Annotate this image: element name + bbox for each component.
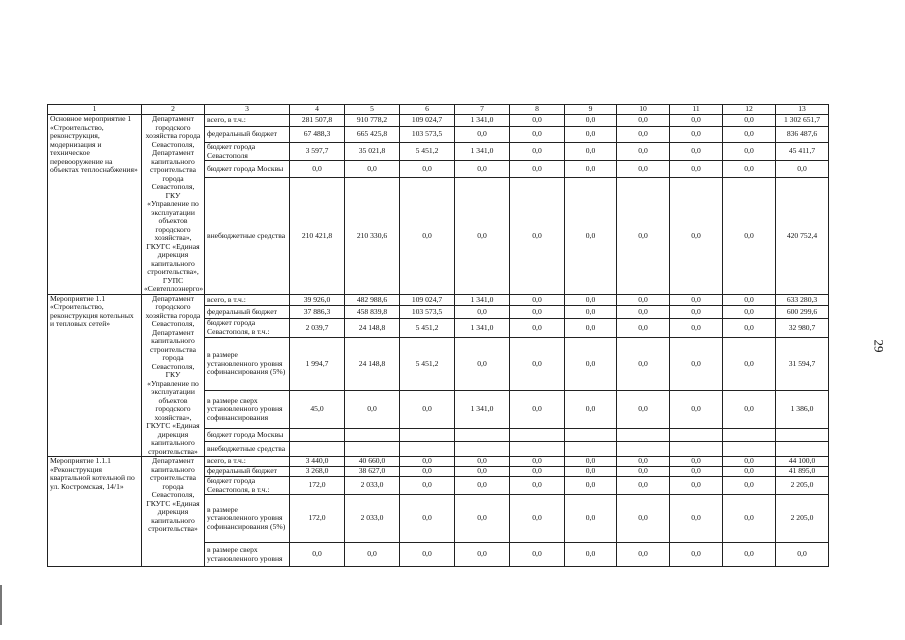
header-cell: 4 [290,105,345,115]
activity-name-cell: Мероприятие 1.1 «Строительство, реконструкция котельных и тепловых сетей» [48,294,142,457]
amount-cell: 0,0 [510,178,565,294]
header-cell: 1 [48,105,142,115]
amount-cell: 1 302 651,7 [776,115,829,127]
header-cell: 10 [617,105,670,115]
amount-cell: 0,0 [670,318,723,337]
header-cell: 9 [565,105,617,115]
funding-source-cell: федеральный бюджет [205,467,290,477]
amount-cell: 1 341,0 [455,391,510,429]
amount-cell: 40 660,0 [345,457,400,467]
amount-cell: 910 778,2 [345,115,400,127]
amount-cell: 0,0 [455,161,510,178]
amount-cell: 0,0 [617,143,670,161]
header-cell: 11 [670,105,723,115]
amount-cell [776,442,829,457]
header-cell: 5 [345,105,400,115]
funding-source-cell: внебюджетные средства [205,178,290,294]
amount-cell: 0,0 [455,495,510,543]
amount-cell [455,429,510,442]
amount-cell: 0,0 [670,457,723,467]
amount-cell: 458 839,8 [345,306,400,319]
amount-cell: 665 425,8 [345,127,400,143]
amount-cell: 24 148,8 [345,338,400,391]
amount-cell: 0,0 [565,161,617,178]
amount-cell: 210 330,6 [345,178,400,294]
funding-source-cell: в размере сверх установленного уровня [205,543,290,567]
amount-cell [400,429,455,442]
amount-cell: 0,0 [670,467,723,477]
amount-cell: 420 752,4 [776,178,829,294]
amount-cell: 0,0 [565,143,617,161]
amount-cell: 633 280,3 [776,294,829,306]
amount-cell: 0,0 [723,161,776,178]
amount-cell: 0,0 [510,457,565,467]
table-row [48,457,829,467]
amount-cell: 0,0 [510,495,565,543]
amount-cell: 67 488,3 [290,127,345,143]
amount-cell: 5 451,2 [400,338,455,391]
amount-cell: 0,0 [565,294,617,306]
amount-cell: 0,0 [400,543,455,567]
amount-cell: 0,0 [400,161,455,178]
amount-cell [290,442,345,457]
amount-cell: 0,0 [617,391,670,429]
amount-cell: 3 268,0 [290,467,345,477]
table-row [48,294,829,306]
amount-cell: 0,0 [510,143,565,161]
funding-source-cell: всего, в т.ч.: [205,457,290,467]
amount-cell: 0,0 [670,306,723,319]
amount-cell: 24 148,8 [345,318,400,337]
amount-cell [510,442,565,457]
amount-cell: 0,0 [670,127,723,143]
amount-cell: 0,0 [670,178,723,294]
amount-cell: 2 205,0 [776,495,829,543]
funding-source-cell: бюджет города Москвы [205,429,290,442]
amount-cell: 0,0 [510,543,565,567]
amount-cell: 0,0 [723,306,776,319]
amount-cell: 482 988,6 [345,294,400,306]
amount-cell: 31 594,7 [776,338,829,391]
amount-cell: 172,0 [290,495,345,543]
amount-cell: 0,0 [565,457,617,467]
amount-cell: 109 024,7 [400,294,455,306]
amount-cell [345,429,400,442]
amount-cell: 0,0 [670,115,723,127]
header-cell: 8 [510,105,565,115]
amount-cell [670,442,723,457]
funding-source-cell: бюджет города Севастополя, в т.ч.: [205,318,290,337]
amount-cell: 0,0 [723,495,776,543]
amount-cell: 0,0 [400,467,455,477]
amount-cell: 0,0 [617,495,670,543]
activity-name-cell: Мероприятие 1.1.1 «Реконструкция квартальной котельной по ул. Костромская, 14/1» [48,457,142,567]
amount-cell [290,429,345,442]
activity-name-cell: Основное мероприятие 1 «Строительство, реконструкция, модернизация и техническое перевооружение на объектах теплоснабжения» [48,115,142,295]
amount-cell: 37 886,3 [290,306,345,319]
amount-cell: 0,0 [565,338,617,391]
amount-cell [723,442,776,457]
amount-cell: 1 341,0 [455,143,510,161]
amount-cell [345,442,400,457]
header-cell: 7 [455,105,510,115]
amount-cell: 0,0 [723,467,776,477]
amount-cell: 0,0 [565,318,617,337]
amount-cell: 0,0 [723,115,776,127]
amount-cell: 0,0 [723,127,776,143]
amount-cell: 0,0 [565,477,617,495]
amount-cell: 1 341,0 [455,115,510,127]
table-body [48,105,829,567]
amount-cell: 0,0 [510,338,565,391]
amount-cell: 2 033,0 [345,477,400,495]
amount-cell: 1 386,0 [776,391,829,429]
amount-cell: 0,0 [565,391,617,429]
amount-cell: 1 341,0 [455,318,510,337]
amount-cell: 103 573,5 [400,306,455,319]
amount-cell: 0,0 [400,457,455,467]
amount-cell: 0,0 [617,467,670,477]
amount-cell: 0,0 [670,338,723,391]
amount-cell: 45 411,7 [776,143,829,161]
amount-cell: 0,0 [400,495,455,543]
amount-cell: 0,0 [510,318,565,337]
amount-cell: 0,0 [565,467,617,477]
amount-cell: 32 980,7 [776,318,829,337]
amount-cell: 0,0 [776,543,829,567]
amount-cell: 0,0 [776,161,829,178]
amount-cell: 0,0 [670,391,723,429]
amount-cell: 836 487,6 [776,127,829,143]
amount-cell: 0,0 [723,318,776,337]
amount-cell: 0,0 [670,477,723,495]
amount-cell: 0,0 [510,391,565,429]
amount-cell [617,429,670,442]
amount-cell: 0,0 [565,115,617,127]
amount-cell: 0,0 [617,178,670,294]
amount-cell: 281 507,8 [290,115,345,127]
amount-cell: 0,0 [510,306,565,319]
amount-cell: 0,0 [723,391,776,429]
page-number: 29 [871,339,887,353]
amount-cell: 0,0 [510,477,565,495]
amount-cell: 0,0 [455,127,510,143]
amount-cell: 44 100,0 [776,457,829,467]
amount-cell [723,429,776,442]
amount-cell: 0,0 [617,127,670,143]
amount-cell: 0,0 [345,391,400,429]
amount-cell: 0,0 [345,161,400,178]
amount-cell: 0,0 [290,161,345,178]
amount-cell: 5 451,2 [400,143,455,161]
amount-cell: 0,0 [345,543,400,567]
funding-source-cell: бюджет города Москвы [205,161,290,178]
funding-source-cell: всего, в т.ч.: [205,115,290,127]
amount-cell: 0,0 [455,477,510,495]
amount-cell: 0,0 [565,127,617,143]
amount-cell [776,429,829,442]
amount-cell: 0,0 [670,294,723,306]
amount-cell: 0,0 [723,543,776,567]
amount-cell: 0,0 [723,338,776,391]
executor-cell: Департамент городского хозяйства города Севастополя, Департамент капитального строительства города Севастополя, ГКУ «Управление по эксплуатации объектов городского хозяйства», ГКУГС «Единая дирекция капитального строительства» [142,294,205,457]
amount-cell: 0,0 [670,495,723,543]
amount-cell [565,429,617,442]
amount-cell: 0,0 [565,495,617,543]
amount-cell: 0,0 [510,161,565,178]
amount-cell: 2 033,0 [345,495,400,543]
amount-cell: 0,0 [455,306,510,319]
amount-cell: 41 895,0 [776,467,829,477]
amount-cell: 0,0 [617,318,670,337]
header-cell: 6 [400,105,455,115]
table-row [48,115,829,127]
amount-cell: 0,0 [723,477,776,495]
funding-source-cell: федеральный бюджет [205,306,290,319]
amount-cell: 0,0 [617,457,670,467]
amount-cell: 0,0 [510,467,565,477]
amount-cell: 0,0 [400,477,455,495]
amount-cell: 0,0 [670,143,723,161]
amount-cell [510,429,565,442]
amount-cell: 0,0 [670,161,723,178]
amount-cell: 0,0 [617,161,670,178]
amount-cell: 0,0 [510,115,565,127]
amount-cell: 0,0 [455,338,510,391]
amount-cell: 0,0 [455,457,510,467]
funding-source-cell: бюджет города Севастополя, в т.ч.: [205,477,290,495]
amount-cell: 2 205,0 [776,477,829,495]
amount-cell: 0,0 [617,477,670,495]
executor-cell: Департамент городского хозяйства города Севастополя, Департамент капитального строительства города Севастополя, ГКУ «Управление по эксплуатации объектов городского хозяйства», ГКУГС «Единая дирекция капитального строительства», ГУПС «Севтеплоэнерго» [142,115,205,295]
scan-edge-mark [0,585,2,625]
amount-cell: 0,0 [617,338,670,391]
amount-cell: 109 024,7 [400,115,455,127]
amount-cell [617,442,670,457]
amount-cell: 0,0 [617,115,670,127]
amount-cell: 103 573,5 [400,127,455,143]
amount-cell: 1 341,0 [455,294,510,306]
amount-cell: 0,0 [400,178,455,294]
funding-source-cell: внебюджетные средства [205,442,290,457]
amount-cell: 0,0 [455,178,510,294]
amount-cell: 0,0 [670,543,723,567]
amount-cell: 0,0 [617,294,670,306]
amount-cell: 172,0 [290,477,345,495]
amount-cell: 0,0 [455,543,510,567]
funding-source-cell: в размере установленного уровня софинансирования (5%) [205,495,290,543]
funding-source-cell: всего, в т.ч.: [205,294,290,306]
amount-cell: 0,0 [510,294,565,306]
amount-cell: 1 994,7 [290,338,345,391]
amount-cell: 0,0 [565,178,617,294]
amount-cell: 0,0 [723,294,776,306]
amount-cell: 210 421,8 [290,178,345,294]
amount-cell: 0,0 [400,391,455,429]
amount-cell [455,442,510,457]
amount-cell: 5 451,2 [400,318,455,337]
amount-cell: 0,0 [290,543,345,567]
amount-cell: 45,0 [290,391,345,429]
header-cell: 3 [205,105,290,115]
amount-cell: 0,0 [723,178,776,294]
amount-cell: 35 021,8 [345,143,400,161]
funding-source-cell: федеральный бюджет [205,127,290,143]
amount-cell [400,442,455,457]
funding-source-cell: бюджет города Севастополя [205,143,290,161]
executor-cell: Департамент капитального строительства города Севастополя, ГКУГС «Единая дирекция капитального строительства» [142,457,205,567]
header-row [48,105,829,115]
amount-cell: 0,0 [565,306,617,319]
funding-source-cell: в размере установленного уровня софинансирования (5%) [205,338,290,391]
amount-cell: 3 440,0 [290,457,345,467]
header-cell: 2 [142,105,205,115]
amount-cell: 3 597,7 [290,143,345,161]
amount-cell: 0,0 [455,467,510,477]
funding-table [47,104,829,567]
amount-cell: 39 926,0 [290,294,345,306]
amount-cell [670,429,723,442]
amount-cell: 0,0 [565,543,617,567]
amount-cell: 0,0 [510,127,565,143]
amount-cell: 0,0 [723,457,776,467]
amount-cell: 0,0 [617,306,670,319]
amount-cell: 0,0 [617,543,670,567]
header-cell: 12 [723,105,776,115]
amount-cell: 0,0 [723,143,776,161]
amount-cell: 38 627,0 [345,467,400,477]
header-cell: 13 [776,105,829,115]
funding-source-cell: в размере сверх установленного уровня софинансирования [205,391,290,429]
amount-cell [565,442,617,457]
amount-cell: 2 039,7 [290,318,345,337]
amount-cell: 600 299,6 [776,306,829,319]
